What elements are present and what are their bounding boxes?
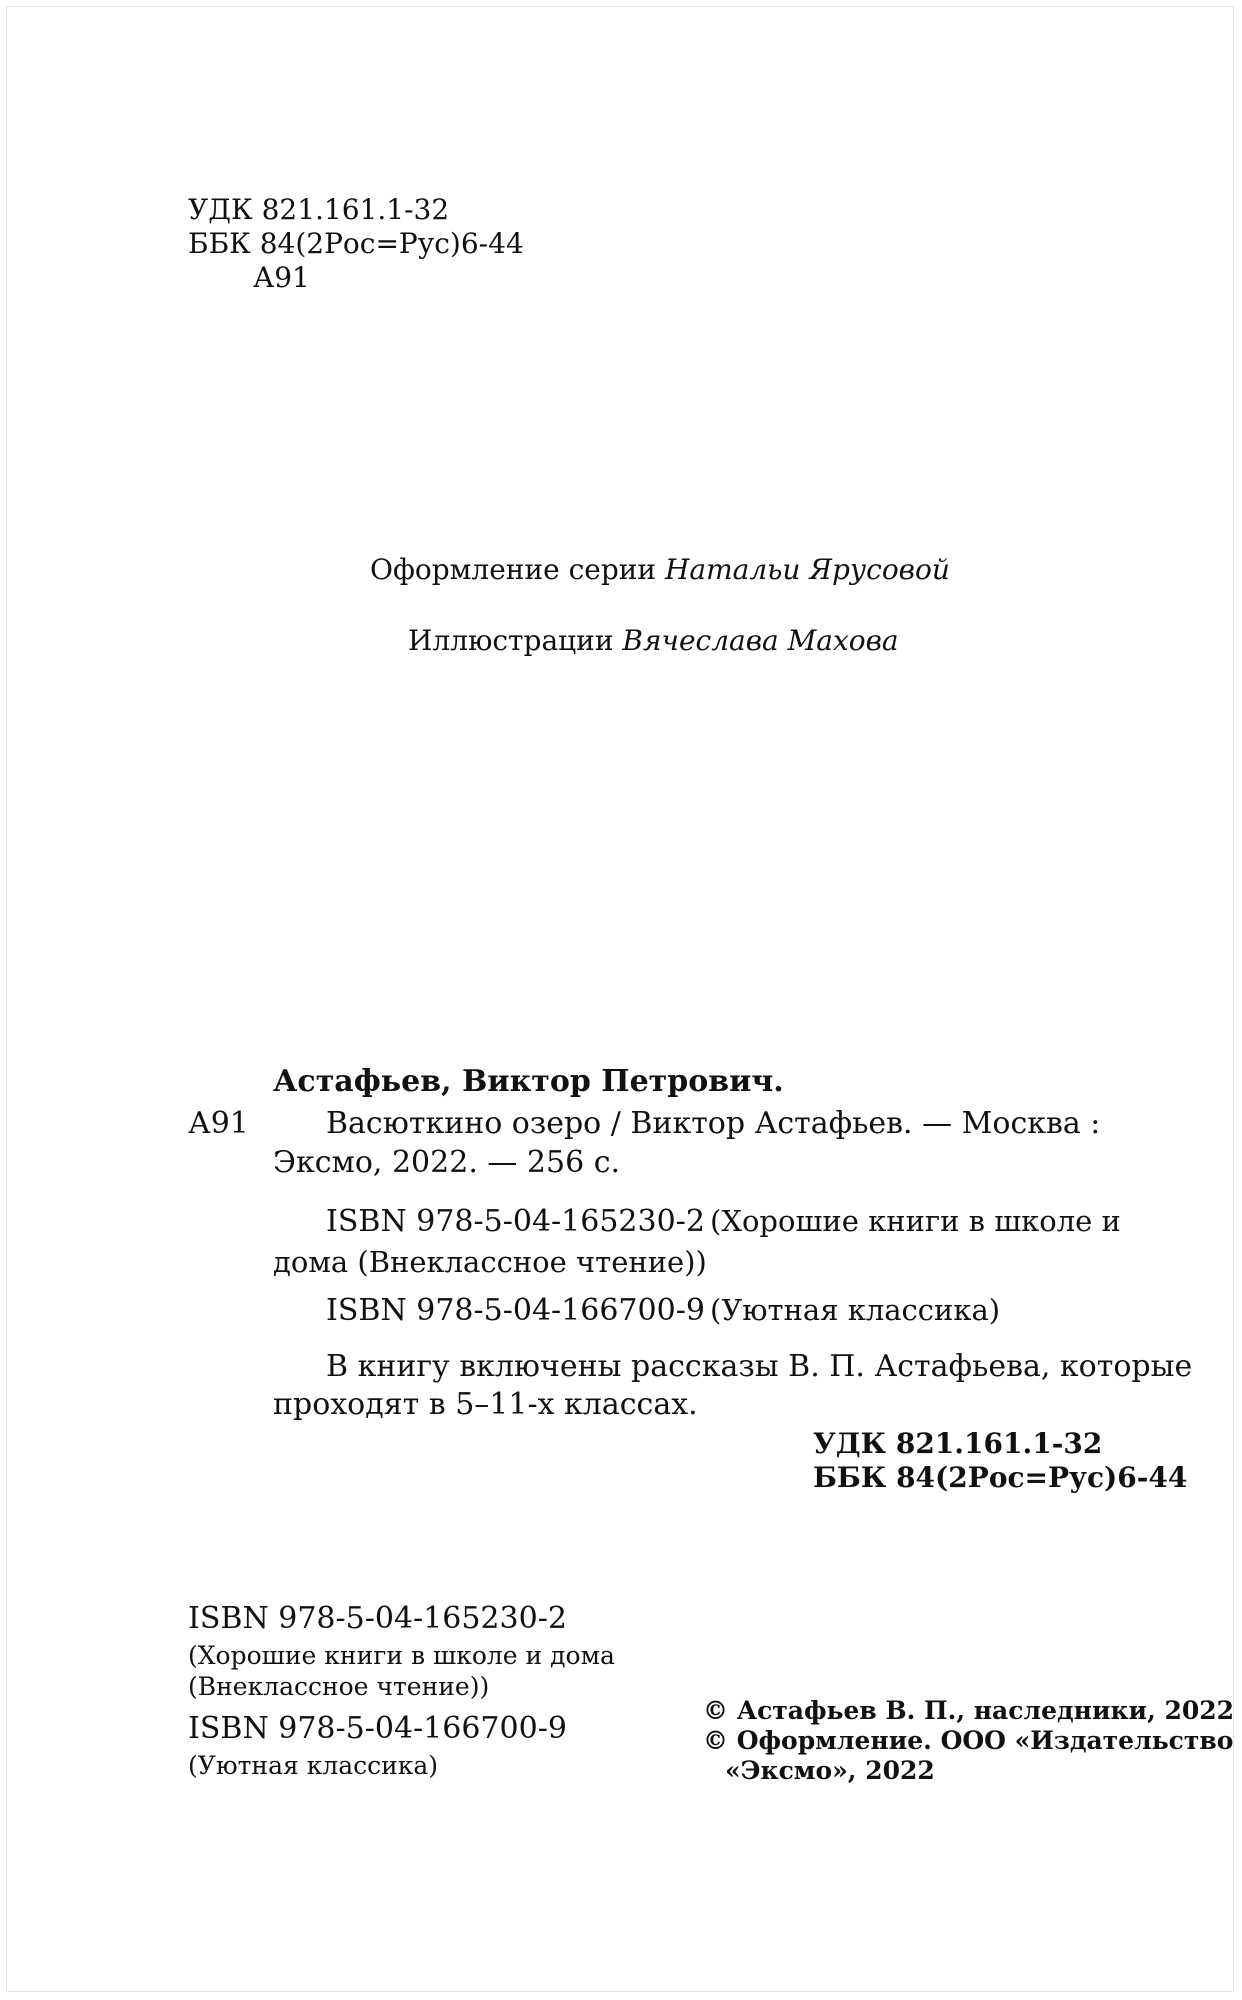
catalog-isbn1 <box>326 1201 1121 1246</box>
catalog-isbn1-series-b: дома (Внеклассное чтение)) <box>273 1245 707 1279</box>
bottom-isbn1-series-b: (Внеклассное чтение)) <box>188 1672 490 1701</box>
catalog-annotation-line1: В книгу включены рассказы В. П. Астафьева, которые <box>326 1349 1193 1384</box>
illustrations-prefix: Иллюстрации <box>408 624 614 657</box>
catalog-title-line1: Васюткино озеро / Виктор Астафьев. — Москва : <box>326 1106 1101 1141</box>
bottom-isbn1-series-a: (Хорошие книги в школе и дома <box>188 1641 615 1670</box>
bottom-isbn1-number: ISBN 978-5-04-165230-2 <box>188 1601 567 1636</box>
copyright-design-b: «Эксмо», 2022 <box>725 1756 935 1785</box>
top-bbk: ББК 84(2Рос=Рус)6-44 <box>188 227 524 260</box>
bottom-isbn2-series: (Уютная классика) <box>188 1751 439 1780</box>
series-design-credit <box>370 553 950 587</box>
series-design-name: Натальи Ярусовой <box>665 553 950 586</box>
copyright-author: © Астафьев В. П., наследники, 2022 <box>703 1696 1235 1725</box>
catalog-isbn2 <box>326 1290 1000 1335</box>
top-author-mark: А91 <box>253 261 310 294</box>
catalog-annotation-line2: проходят в 5–11-х классах. <box>273 1387 698 1422</box>
illustrations-credit <box>408 624 899 658</box>
catalog-isbn2-number: ISBN 978-5-04-166700-9 <box>326 1293 705 1328</box>
series-design-prefix: Оформление серии <box>370 553 657 586</box>
catalog-author-heading: Астафьев, Виктор Петрович. <box>273 1064 784 1099</box>
catalog-author-mark: А91 <box>188 1106 249 1141</box>
catalog-isbn1-number: ISBN 978-5-04-165230-2 <box>326 1204 705 1239</box>
catalog-isbn2-series: (Уютная классика) <box>710 1293 1001 1327</box>
catalog-title-line2: Эксмо, 2022. — 256 с. <box>273 1145 621 1180</box>
catalog-bbk: ББК 84(2Рос=Рус)6-44 <box>813 1461 1188 1494</box>
copyright-design-a: © Оформление. ООО «Издательство <box>703 1726 1234 1755</box>
illustrations-name: Вячеслава Махова <box>622 624 899 657</box>
top-udk: УДК 821.161.1-32 <box>188 193 450 226</box>
catalog-isbn1-series-a: (Хорошие книги в школе и <box>710 1204 1121 1238</box>
bottom-isbn2-number: ISBN 978-5-04-166700-9 <box>188 1711 567 1746</box>
catalog-udk: УДК 821.161.1-32 <box>813 1427 1103 1460</box>
